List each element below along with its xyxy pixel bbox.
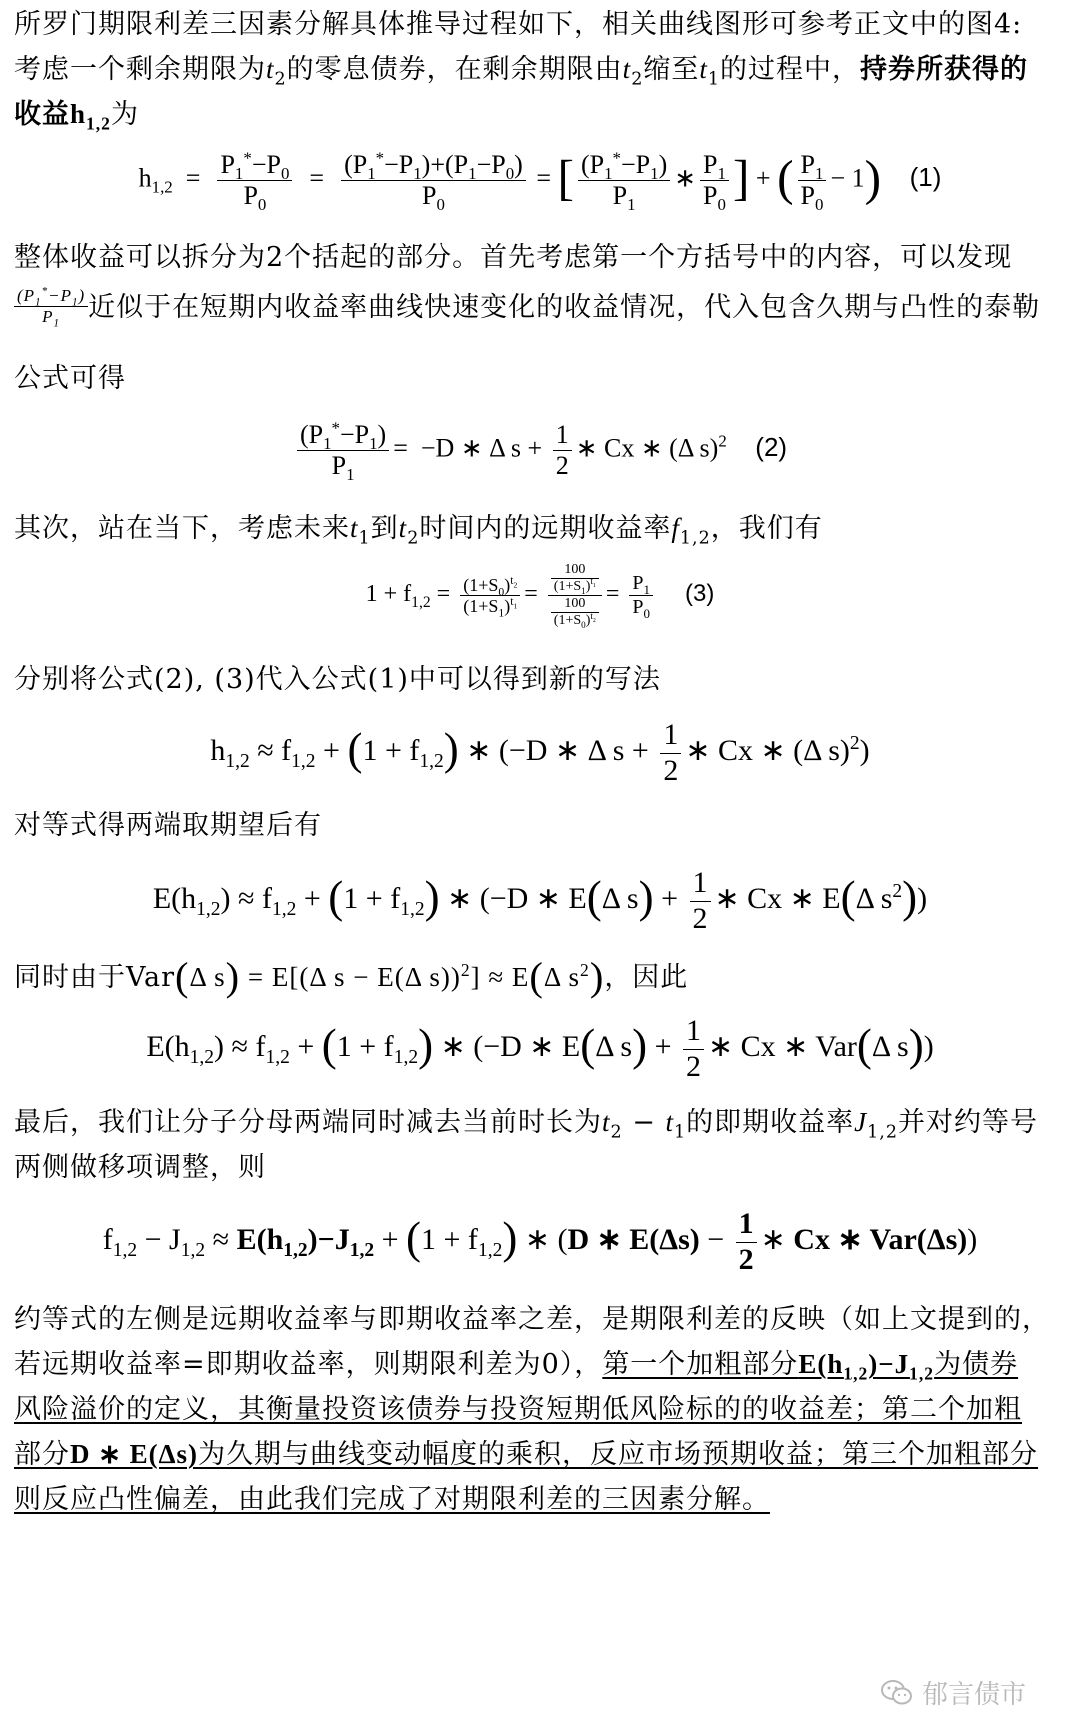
equation-number-1: (1) [909, 162, 942, 193]
para-3: 其次，站在当下，考虑未来$t_1$到$t_2$时间内的远期收益率$f_{1,2}$，我们有 [14, 513, 823, 549]
equation-1: $h_{1,2}$ = $\frac{P_1^*-P_0}{P_0}$ = $\frac{(P_1^*-P_1)+(P_1-P_0)}{P_0}$ = [ $\frac{(P_1^*-P_1)}{P_1}$ ∗ $\frac{P_1}{P_0}$ ] + ( $\frac{P_1}{P_0}$ − 1) (1) [138, 148, 942, 215]
para-8-line-4: 部分D ∗ E(Δs)为久期与曲线变动幅度的乘积，反应市场预期收益；第三个加粗部分 [14, 1439, 1039, 1470]
equation-4: $h_{1,2} \approx f_{1,2} + (1 + f_{1,2})$ ∗ (−D ∗ Δ s + $\frac{1}{2}$ ∗ Cx ∗ (Δ s)$^2$) [210, 718, 870, 787]
equation-7: $f_{1,2} - J_{1,2} \approx E(h_{1,2})-J_{1,2} + (1 + f_{1,2})$ ∗ (D ∗ E(Δs) − $\frac{1}{2}$ ∗ Cx ∗ Var(Δs)) [102, 1207, 978, 1276]
para-2-line-3: 公式可得 [14, 363, 126, 394]
para-8-line-1: 约等式的左侧是远期收益率与即期收益率之差，是期限利差的反映（如上文提到的， [14, 1304, 1050, 1335]
equation-6: $E(h_{1,2}) \approx f_{1,2} + (1 + f_{1,2})$ ∗ (−D ∗ E(Δ s) + $\frac{1}{2}$ ∗ Cx ∗ Var(Δ s)) [146, 1014, 934, 1083]
intro-line-1: 所罗门期限利差三因素分解具体推导过程如下，相关曲线图形可参考正文中的图4: [14, 9, 1023, 40]
para-2-line-1: 整体收益可以拆分为2个括起的部分。首先考虑第一个方括号中的内容，可以发现 [14, 242, 1013, 273]
watermark [880, 1674, 1026, 1711]
para-4: 分别将公式(2), (3)代入公式(1)中可以得到新的写法 [14, 664, 661, 695]
equation-number-2: (2) [755, 432, 788, 463]
watermark-text: 郁言债市 [921, 1680, 1026, 1710]
para-8-line-5: 则反应凸性偏差，由此我们完成了对期限利差的三因素分解。 [14, 1484, 770, 1515]
equation-number-3: (3) [685, 580, 715, 608]
equation-2: $\frac{(P_1^*-P_1)}{P_1}$ = −D ∗ Δ s + $\frac{1}{2}$ ∗ Cx ∗ (Δ s)$^2$ (2) [14, 420, 1066, 481]
equation-3: $1 + f_{1,2}$ = $\frac{(1+S_0)^{t_2}}{(1+S_1)^{t_1}}$ = $\frac{\frac{100}{(1+S_1)^{t_1}}}{\frac{100}{(1+S_0)^{t_2}}}$ = $\frac{P_1}{P_0}$ (3) [365, 562, 715, 631]
para-8-line-3: 风险溢价的定义，其衡量投资该债券与投资短期低风险标的的收益差；第二个加粗 [14, 1394, 1022, 1425]
para-6: 同时由于Var(Δ s) = E[(Δ s − E(Δ s))$^2$] ≈ E(Δ $s^2$)，因此 [14, 954, 689, 999]
para-2-line-2: $\frac{(P_1^*-P_1)}{P_1}$ 近似于在短期内收益率曲线快速变化的收益情况，代入包含久期与凸性的泰勒 [14, 285, 1040, 330]
para-7-line-1: 最后，我们让分子分母两端同时减去当前时长为$t_2 - t_1$的即期收益率$J_{1,2}$并对约等号 [14, 1107, 1039, 1143]
intro-line-3: 收益$h_{1,2}$为 [14, 99, 139, 134]
para-7-line-2: 两侧做移项调整，则 [14, 1152, 266, 1183]
para-8-line-2: 若远期收益率=即期收益率，则期限利差为0），第一个加粗部分$E(h_{1,2})-J_{1,2}$为债券 [14, 1349, 1019, 1384]
intro-line-2: 考虑一个剩余期限为$t_2$的零息债券，在剩余期限由$t_2$缩至$t_1$的过程中，持券所获得的 [14, 54, 1029, 90]
para-5: 对等式得两端取期望后有 [14, 810, 322, 841]
equation-5: $E(h_{1,2}) \approx f_{1,2} + (1 + f_{1,2})$ ∗ (−D ∗ E(Δ s) + $\frac{1}{2}$ ∗ Cx ∗ E(Δ $s^2$)) [152, 866, 928, 935]
wechat-icon [880, 1679, 914, 1707]
